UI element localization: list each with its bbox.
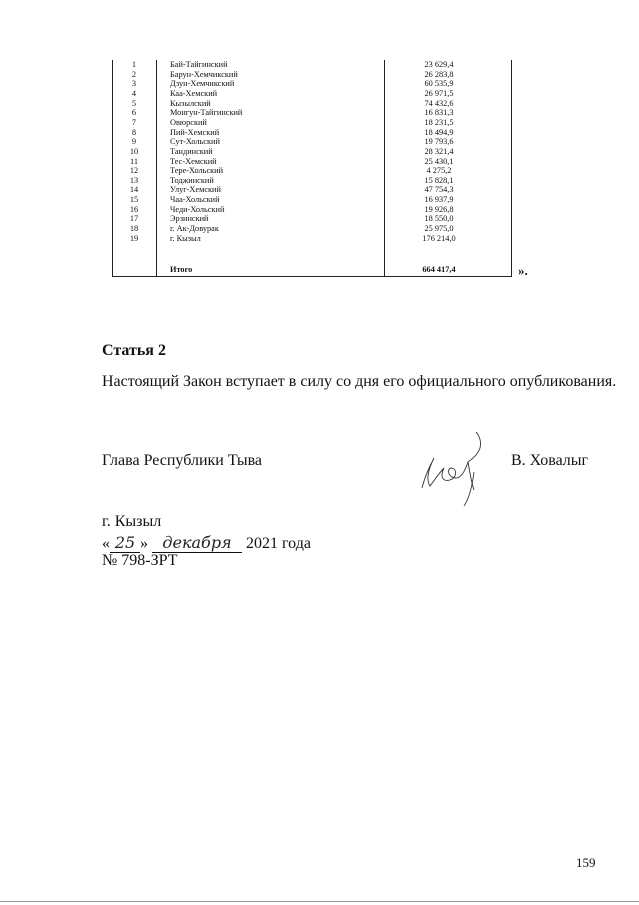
district-value: 19 926,8 [424,204,454,214]
row-number: 3 [131,79,137,89]
district-name: Тес-Хемский [170,156,217,166]
signing-date [102,533,311,553]
row-number: 13 [129,175,139,185]
district-name: Тандинский [170,146,213,156]
table-row [112,70,512,80]
table-row [112,214,512,224]
table-row [112,99,512,109]
district-value: 26 971,5 [424,88,454,98]
budget-table [112,60,512,277]
district-value: 19 793,6 [424,137,454,147]
row-number: 4 [131,88,137,98]
article-text: Настоящий Закон вступает в силу со дня его официального опубликования. [102,373,617,390]
district-value: 28 321,4 [424,146,454,156]
table-row [112,147,512,157]
district-value: 18 231,5 [424,117,454,127]
district-name: Чаа-Хольский [170,195,220,205]
row-number: 17 [129,214,139,224]
district-name: Барун-Хемчикский [170,69,238,79]
total-value: 664 417,4 [422,265,456,274]
row-number: 6 [131,108,137,118]
district-value: 16 831,3 [424,108,454,118]
row-number: 14 [129,185,139,195]
total-label: Итого [170,265,193,274]
page-number: 159 [576,855,596,870]
district-value: 16 937,9 [424,195,454,205]
table-row [112,108,512,118]
district-name: Пий-Хемский [170,127,220,137]
table-row [112,234,512,244]
row-number: 18 [129,224,139,234]
district-value: 15 828,1 [424,175,454,185]
table-row [112,137,512,147]
district-value: 18 494,9 [424,127,454,137]
table-row [112,195,512,205]
district-name: Кызылский [170,98,211,108]
table-row [112,89,512,99]
district-name: г. Кызыл [170,233,201,243]
table-row [112,205,512,215]
table-row [112,166,512,176]
page-bottom-edge [0,901,639,902]
closing-quote: ». [518,263,528,278]
row-number: 8 [131,127,137,137]
date-day: 25 [110,533,140,553]
date-year: 2021 года [246,535,311,552]
row-number: 7 [131,117,137,127]
table-row [112,157,512,167]
row-number: 9 [131,137,137,147]
row-number: 11 [130,156,138,166]
table-row [112,118,512,128]
table-row [112,60,512,70]
district-name: Монгун-Тайгинский [170,108,243,118]
row-number: 12 [129,166,139,176]
district-value: 26 283,8 [424,69,454,79]
signatory-name: В. Ховалыг [511,452,589,469]
district-value: 23 629,4 [424,60,454,69]
district-value: 18 550,0 [424,214,454,224]
date-month: декабря [152,533,242,553]
district-value: 25 430,1 [424,156,454,166]
table-row [112,128,512,138]
city: г. Кызыл [102,513,162,530]
table-row [112,224,512,234]
row-number: 19 [129,233,139,243]
district-name: Дзун-Хемчикский [170,79,235,89]
table-bottom-border [112,276,512,277]
table-row [112,185,512,195]
row-number: 16 [129,204,139,214]
row-number: 15 [129,195,139,205]
row-number: 10 [129,146,139,156]
district-name: Бай-Тайгинский [170,60,228,69]
district-value: 74 432,6 [424,98,454,108]
table-row [112,79,512,89]
district-value: 47 754,3 [424,185,454,195]
handwritten-signature [416,428,494,508]
district-name: Эрзинский [170,214,209,224]
district-name: Тере-Хольский [170,166,224,176]
row-number: 1 [131,60,137,69]
date-close-quote: » [140,535,148,552]
district-value: 60 535,9 [424,79,454,89]
row-number: 2 [131,69,137,79]
district-value: 176 214,0 [422,233,456,243]
district-value: 25 975,0 [424,224,454,234]
table-row [112,176,512,186]
district-name: Овюрский [170,117,207,127]
district-name: Тоджинский [170,175,214,185]
district-name: Каа-Хемский [170,88,218,98]
district-name: г. Ак-Довурак [170,224,219,234]
district-name: Сут-Хольский [170,137,220,147]
article-title: Статья 2 [102,342,166,359]
law-number: № 798-ЗРТ [102,552,178,569]
row-number: 5 [131,98,137,108]
district-value: 4 275,2 [426,166,452,176]
district-name: Улуг-Хемский [170,185,221,195]
district-name: Чеди-Хольский [170,204,225,214]
date-open-quote: « [102,535,110,552]
signatory-title: Глава Республики Тыва [102,452,263,469]
